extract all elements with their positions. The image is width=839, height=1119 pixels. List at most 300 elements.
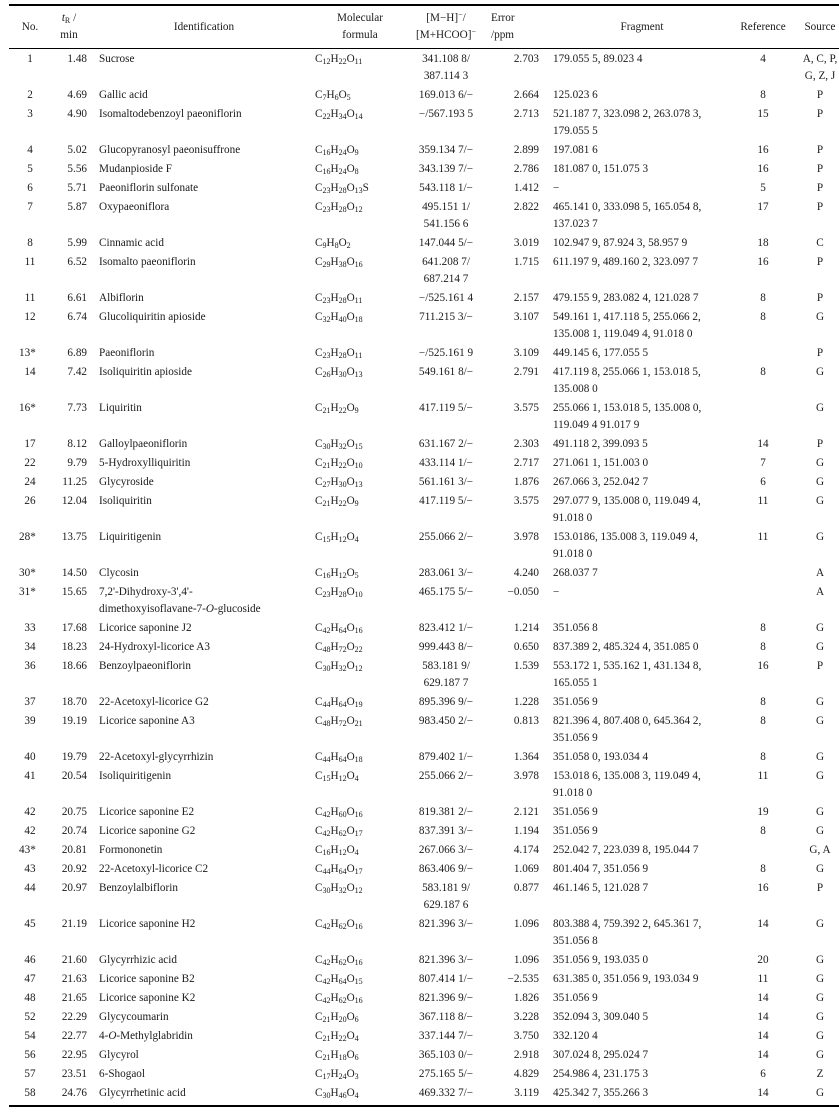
cell-retention-time: 22.29 [61, 1011, 87, 1023]
mz-value: 879.402 1/− [418, 751, 474, 763]
header-identification-label: Identification [173, 20, 235, 33]
cell-reference: 8 [760, 311, 766, 323]
cell-reference: 8 [760, 622, 766, 634]
cell-molecular-formula [311, 399, 407, 435]
formula-element: H [330, 770, 339, 782]
mz-value: −/525.161 9 [418, 347, 474, 359]
formula-element: H [330, 715, 339, 727]
formula-element: O [346, 806, 355, 818]
cell-identification: Licorice saponine G2 [99, 825, 196, 837]
fragment-ions: 307.024 8, 295.024 7 [553, 1049, 649, 1061]
formula-element: C [315, 1030, 323, 1042]
table-row-16 [9, 454, 839, 473]
cell-mz [407, 86, 485, 105]
source-code: C [816, 237, 824, 249]
formula-element: H [330, 1011, 339, 1023]
cell-error: 0.813 [513, 715, 539, 727]
cell-retention-time: 13.75 [61, 531, 87, 543]
cell-retention-time: 20.74 [61, 825, 87, 837]
cell-fragment [549, 473, 733, 492]
header-source [793, 5, 839, 49]
formula-element: S [362, 182, 369, 194]
cell-no: 2 [27, 89, 33, 101]
formula-count: 6 [354, 1053, 359, 1062]
cell-identification: Paeoniflorin sulfonate [99, 182, 199, 194]
cell-fragment [549, 105, 733, 141]
cell-mz [407, 712, 485, 748]
cell-retention-time: 20.97 [61, 882, 87, 894]
fragment-ions: 553.172 1, 535.162 1, 431.134 8, [553, 660, 702, 672]
formula-element: H [330, 918, 339, 930]
cell-molecular-formula [311, 308, 407, 344]
cell-molecular-formula [311, 583, 407, 619]
formula-count: 42 [322, 922, 331, 931]
formula-count: 11 [354, 296, 363, 305]
formula-element: C [315, 973, 323, 985]
formula-element: O [346, 108, 355, 120]
cell-molecular-formula [311, 915, 407, 951]
formula-count: 4 [354, 535, 359, 544]
cell-identification: Galloylpaeoniflorin [99, 438, 188, 450]
cell-molecular-formula [311, 528, 407, 564]
cell-error: 1.096 [513, 918, 539, 930]
formula-count: 16 [354, 626, 363, 635]
source-code: G [815, 973, 825, 985]
cell-retention-time: 4.69 [67, 89, 87, 101]
cell-source [793, 712, 839, 748]
formula-element: O [346, 992, 355, 1004]
formula-element: C [315, 144, 323, 156]
identification-text: dimethoxyisoflavane-7- [99, 603, 206, 615]
formula-count: 11 [354, 57, 363, 66]
cell-retention-time: 21.19 [61, 918, 87, 930]
formula-count: 4 [354, 1034, 359, 1043]
cell-no: 26 [24, 495, 36, 507]
formula-count: 18 [354, 755, 363, 764]
fragment-ions: 91.018 0 [553, 512, 593, 524]
formula-element: C [315, 108, 323, 120]
cell-error: 1.069 [513, 863, 539, 875]
table-row-25 [9, 693, 839, 712]
cell-error: 2.121 [513, 806, 539, 818]
cell-error: 2.786 [513, 163, 539, 175]
cell-mz [407, 879, 485, 915]
formula-element: O [338, 237, 347, 249]
cell-retention-time: 6.61 [67, 292, 87, 304]
formula-count: 10 [354, 590, 363, 599]
source-code: P [816, 660, 824, 672]
cell-retention-time: 20.75 [61, 806, 87, 818]
mz-value: 417.119 5/− [419, 495, 473, 507]
fragment-ions: 479.155 9, 283.082 4, 121.028 7 [553, 292, 699, 304]
cell-no: 47 [24, 973, 36, 985]
formula-count: 12 [354, 205, 363, 214]
formula-count: 21 [322, 1034, 331, 1043]
cell-source [793, 473, 839, 492]
cell-source [793, 234, 839, 253]
cell-retention-time: 19.19 [61, 715, 87, 727]
mz-value: 275.165 5/− [418, 1068, 474, 1080]
cell-fragment [549, 141, 733, 160]
formula-count: 16 [322, 148, 331, 157]
cell-molecular-formula [311, 198, 407, 234]
formula-element: C [315, 918, 323, 930]
formula-element: C [315, 495, 323, 507]
cell-error: 3.109 [513, 347, 539, 359]
fragment-ions: 135.008 1, 119.049 4, 91.018 0 [553, 328, 693, 340]
cell-identification: Cinnamic acid [99, 237, 164, 249]
formula-element: O [346, 622, 355, 634]
cell-no: 44 [24, 882, 36, 894]
cell-fragment [549, 748, 733, 767]
formula-element: H [330, 641, 339, 653]
cell-fragment [549, 179, 733, 198]
formula-count: 29 [322, 260, 331, 269]
source-code: G [815, 1049, 825, 1061]
cell-retention-time: 19.79 [61, 751, 87, 763]
formula-count: 23 [322, 351, 331, 360]
cell-mz [407, 454, 485, 473]
cell-reference: 5 [760, 182, 766, 194]
cell-mz [407, 951, 485, 970]
cell-fragment [549, 492, 733, 528]
formula-element: O [346, 402, 355, 414]
cell-retention-time: 18.23 [61, 641, 87, 653]
formula-count: 60 [338, 810, 347, 819]
cell-error: 1.826 [513, 992, 539, 1004]
fragment-ions: 351.056 8 [553, 935, 598, 947]
mz-value: 641.208 7/ [422, 256, 470, 268]
source-code: G [815, 954, 825, 966]
cell-source [793, 198, 839, 234]
formula-element: O [346, 1011, 355, 1023]
italic-locant: O [205, 603, 214, 615]
formula-element: H [330, 531, 339, 543]
formula-count: 30 [322, 664, 331, 673]
header-mz-deprotonated: [M−H] [426, 12, 459, 24]
header-fragment [549, 5, 733, 49]
fragment-ions: 465.141 0, 333.098 5, 165.054 8, [553, 201, 702, 213]
formula-count: 18 [338, 1053, 347, 1062]
cell-source [793, 105, 839, 141]
cell-error: 2.664 [513, 89, 539, 101]
formula-count: 9 [354, 499, 359, 508]
formula-element: H [330, 402, 339, 414]
cell-no: 6 [27, 182, 33, 194]
cell-identification: Glycyrol [99, 1049, 139, 1061]
mz-value: 583.181 9/ [422, 660, 470, 672]
cell-fragment [549, 1027, 733, 1046]
formula-element: H [330, 567, 339, 579]
formula-count: 62 [338, 958, 347, 967]
compound-table-container [9, 4, 838, 1107]
cell-no: 33 [24, 622, 36, 634]
formula-element: O [346, 476, 355, 488]
formula-count: 5 [346, 93, 351, 102]
header-tr-subscript: R [64, 16, 71, 25]
cell-retention-time: 21.63 [61, 973, 87, 985]
formula-element: O [346, 438, 355, 450]
cell-identification: Sucrose [99, 53, 135, 65]
cell-reference: 4 [760, 53, 766, 65]
formula-element: C [315, 770, 323, 782]
formula-count: 24 [338, 148, 347, 157]
cell-fragment [549, 86, 733, 105]
mz-value: 821.396 3/− [418, 918, 474, 930]
source-code: P [816, 182, 824, 194]
cell-source [793, 841, 839, 860]
cell-source [793, 803, 839, 822]
cell-identification: Gallic acid [99, 89, 148, 101]
formula-count: 28 [338, 296, 347, 305]
header-mz-charge1: − [458, 10, 463, 19]
formula-element: O [346, 1087, 355, 1099]
cell-reference: 6 [760, 476, 766, 488]
formula-count: 72 [338, 719, 347, 728]
formula-count: 21 [354, 719, 363, 728]
header-mz-slash: / [462, 12, 466, 24]
cell-identification: Liquiritin [99, 402, 142, 414]
source-code: G [815, 825, 825, 837]
mz-value: 549.161 8/− [418, 366, 474, 378]
source-code: P [816, 163, 824, 175]
cell-molecular-formula [311, 289, 407, 308]
cell-retention-time: 6.52 [67, 256, 87, 268]
formula-count: 22 [338, 406, 347, 415]
cell-no: 22 [24, 457, 36, 469]
mz-value: 629.187 7 [423, 677, 469, 689]
formula-element: H [330, 806, 339, 818]
cell-retention-time: 5.99 [67, 237, 87, 249]
fragment-ions: 631.385 0, 351.056 9, 193.034 9 [553, 973, 699, 985]
formula-element: H [330, 476, 339, 488]
formula-count: 12 [338, 848, 347, 857]
table-body [9, 49, 839, 1107]
cell-fragment [549, 583, 733, 619]
cell-molecular-formula [311, 86, 407, 105]
formula-count: 15 [322, 774, 331, 783]
fragment-ions: 255.066 1, 153.018 5, 135.008 0, [553, 402, 702, 414]
cell-retention-time: 7.73 [67, 402, 87, 414]
fragment-ions: 449.145 6, 177.055 5 [553, 347, 649, 359]
cell-molecular-formula [311, 435, 407, 454]
mz-value: 469.332 7/− [418, 1087, 474, 1099]
cell-fragment [549, 363, 733, 399]
cell-mz [407, 564, 485, 583]
cell-fragment [549, 234, 733, 253]
cell-no: 12 [24, 311, 36, 323]
table-row-7 [9, 198, 839, 234]
cell-retention-time: 22.77 [61, 1030, 87, 1042]
formula-count: 12 [338, 774, 347, 783]
header-formula-line2: formula [342, 29, 378, 41]
formula-element: O [346, 256, 355, 268]
fragment-ions: 803.388 4, 759.392 2, 645.361 7, [553, 918, 702, 930]
formula-element: C [315, 347, 323, 359]
mz-value: 359.134 7/− [418, 144, 474, 156]
cell-molecular-formula [311, 160, 407, 179]
fragment-ions: 252.042 7, 223.039 8, 195.044 7 [553, 844, 699, 856]
cell-identification: 24-Hydroxyl-licorice A3 [99, 641, 210, 653]
cell-molecular-formula [311, 564, 407, 583]
cell-identification: Clycosin [99, 567, 139, 579]
mz-value: 367.118 8/− [419, 1011, 473, 1023]
cell-source [793, 1084, 839, 1106]
cell-reference: 7 [760, 457, 766, 469]
cell-mz [407, 289, 485, 308]
formula-count: 9 [354, 148, 359, 157]
source-code: G [815, 1087, 825, 1099]
table-row-10 [9, 289, 839, 308]
cell-reference: 19 [757, 806, 769, 818]
cell-error: 2.157 [513, 292, 539, 304]
cell-reference: 8 [760, 366, 766, 378]
cell-reference: 8 [760, 89, 766, 101]
cell-fragment [549, 841, 733, 860]
table-row-41 [9, 1065, 839, 1084]
formula-element: H [330, 108, 339, 120]
table-row-17 [9, 473, 839, 492]
cell-retention-time: 5.71 [67, 182, 87, 194]
formula-count: 30 [322, 442, 331, 451]
cell-reference [733, 344, 793, 363]
cell-identification: 22-Acetoxyl-licorice C2 [99, 863, 209, 875]
formula-element: C [315, 844, 323, 856]
cell-error: 1.214 [513, 622, 539, 634]
formula-count: 19 [354, 700, 363, 709]
cell-reference: 15 [757, 108, 769, 120]
mz-value: 267.066 3/− [418, 844, 474, 856]
cell-identification: Licorice saponine E2 [99, 806, 195, 818]
table-row-38 [9, 1008, 839, 1027]
formula-count: 40 [338, 315, 347, 324]
cell-mz [407, 399, 485, 435]
table-row-39 [9, 1027, 839, 1046]
formula-count: 62 [338, 829, 347, 838]
cell-molecular-formula [311, 748, 407, 767]
cell-source [793, 1065, 839, 1084]
formula-element: H [330, 954, 339, 966]
mz-value: 433.114 1/− [419, 457, 473, 469]
table-row-23 [9, 638, 839, 657]
mz-value: 495.151 1/ [422, 201, 470, 213]
formula-count: 21 [322, 499, 331, 508]
formula-count: 42 [322, 810, 331, 819]
cell-reference [733, 564, 793, 583]
header-formula-line1: Molecular [337, 12, 383, 24]
cell-molecular-formula [311, 344, 407, 363]
formula-element: O [346, 586, 355, 598]
table-row-42 [9, 1084, 839, 1106]
mz-value: 365.103 0/− [418, 1049, 474, 1061]
formula-count: 12 [338, 535, 347, 544]
source-code: P [816, 882, 824, 894]
cell-source [793, 970, 839, 989]
cell-no: 31* [19, 586, 36, 598]
formula-element: H [330, 622, 339, 634]
cell-source [793, 399, 839, 435]
formula-count: 16 [354, 260, 363, 269]
formula-element: C [315, 806, 323, 818]
table-row-9 [9, 253, 839, 289]
table-row-4 [9, 141, 839, 160]
cell-retention-time: 11.25 [62, 476, 87, 488]
cell-no: 5 [27, 163, 33, 175]
formula-count: 12 [322, 57, 331, 66]
cell-mz [407, 638, 485, 657]
table-row-2 [9, 86, 839, 105]
cell-identification: Licorice saponine B2 [99, 973, 195, 985]
source-code: G [815, 696, 825, 708]
cell-retention-time: 22.95 [61, 1049, 87, 1061]
formula-count: 15 [354, 442, 363, 451]
cell-retention-time: 21.60 [61, 954, 87, 966]
cell-source [793, 435, 839, 454]
cell-identification: 6-Shogaol [99, 1068, 145, 1080]
cell-mz [407, 473, 485, 492]
cell-error: 2.717 [513, 457, 539, 469]
cell-molecular-formula [311, 454, 407, 473]
cell-error: 4.240 [513, 567, 539, 579]
formula-count: 6 [354, 1015, 359, 1024]
formula-element: O [346, 347, 355, 359]
fragment-ions: 254.986 4, 231.175 3 [553, 1068, 649, 1080]
cell-source [793, 564, 839, 583]
cell-mz [407, 803, 485, 822]
table-row-27 [9, 748, 839, 767]
cell-identification: 22-Acetoxyl-licorice G2 [99, 696, 209, 708]
formula-element: C [315, 1011, 323, 1023]
mz-value: 711.215 3/− [419, 311, 473, 323]
cell-error: 3.978 [513, 531, 539, 543]
source-code: G, A [809, 844, 831, 856]
source-code: G [815, 1030, 825, 1042]
cell-fragment [549, 564, 733, 583]
cell-molecular-formula [311, 1027, 407, 1046]
cell-source [793, 693, 839, 712]
compound-identification-table [9, 4, 839, 1107]
cell-no: 45 [24, 918, 36, 930]
source-code: G [815, 715, 825, 727]
formula-element: C [315, 366, 323, 378]
formula-count: 22 [354, 645, 363, 654]
cell-reference: 11 [757, 973, 769, 985]
cell-identification: Glycyroside [99, 476, 154, 488]
mz-value: 687.214 7 [423, 273, 469, 285]
formula-count: 12 [354, 886, 363, 895]
fragment-ions: 351.058 0, 193.034 4 [553, 751, 649, 763]
cell-mz [407, 234, 485, 253]
source-code: P [816, 108, 824, 120]
cell-molecular-formula [311, 253, 407, 289]
cell-retention-time: 9.79 [67, 457, 87, 469]
mz-value: 631.167 2/− [418, 438, 474, 450]
cell-source [793, 141, 839, 160]
table-row-22 [9, 619, 839, 638]
cell-molecular-formula [311, 803, 407, 822]
cell-no: 42 [24, 806, 36, 818]
formula-element: H [330, 844, 339, 856]
cell-mz [407, 105, 485, 141]
cell-molecular-formula [311, 473, 407, 492]
formula-element: O [338, 89, 347, 101]
mz-value: 819.381 2/− [418, 806, 474, 818]
cell-reference: 16 [757, 256, 769, 268]
cell-reference [733, 841, 793, 860]
cell-identification [93, 1027, 311, 1046]
cell-source [793, 879, 839, 915]
cell-error: 3.575 [513, 402, 539, 414]
